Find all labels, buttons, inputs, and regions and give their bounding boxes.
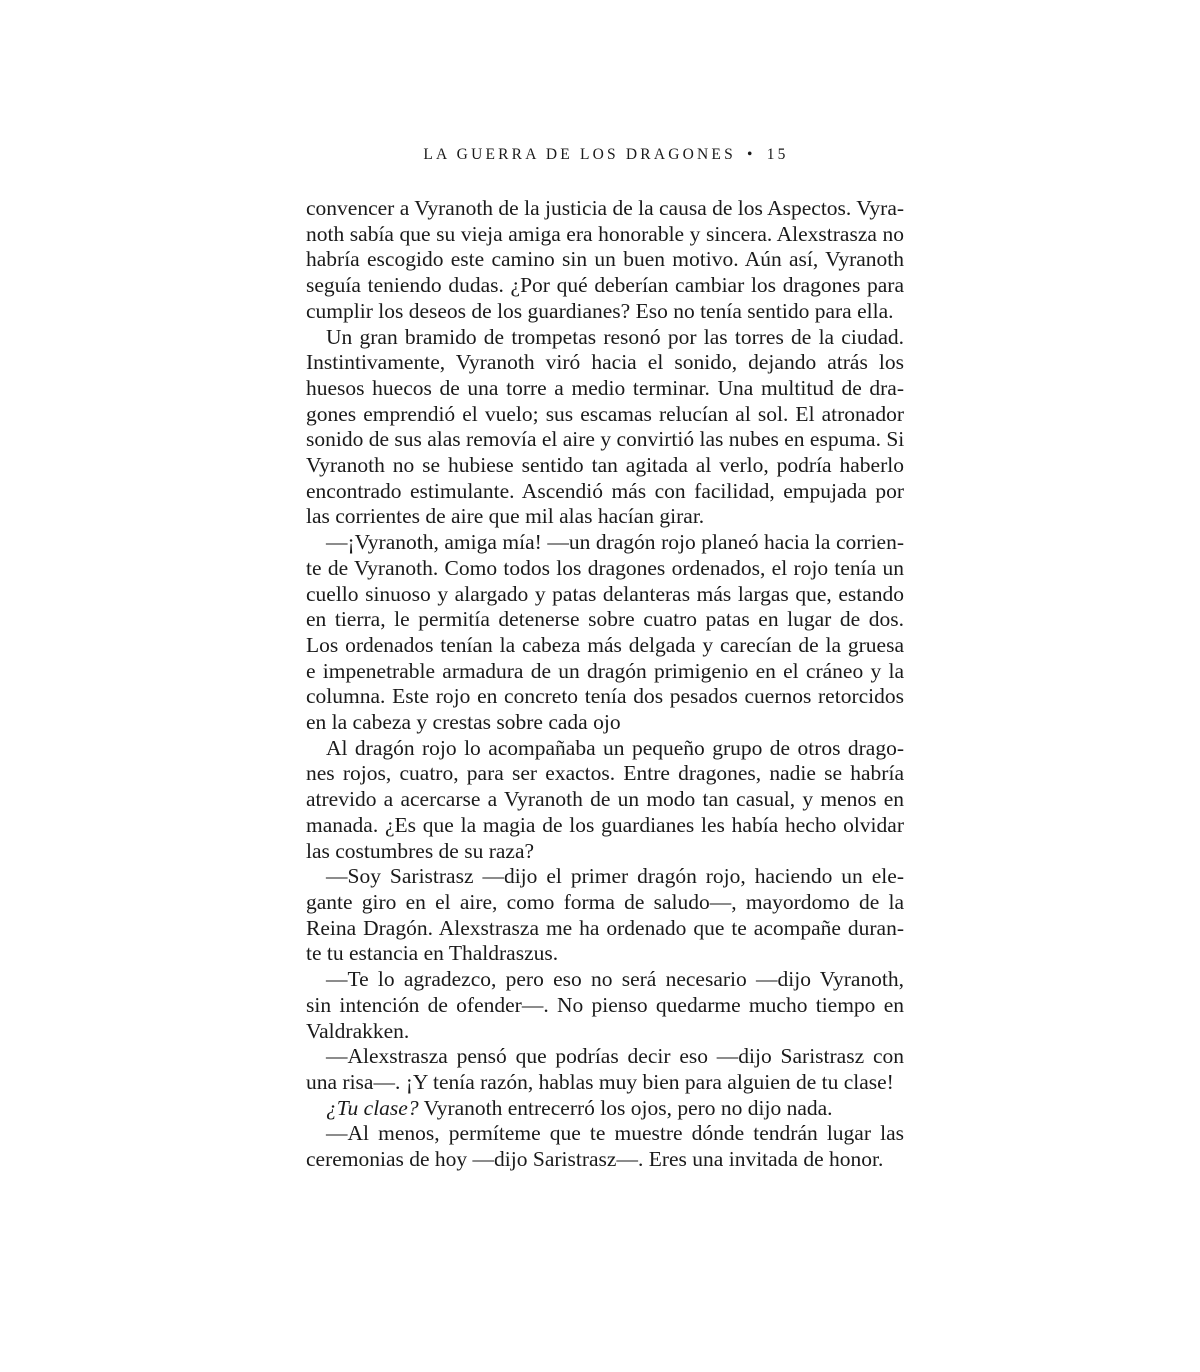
text-line: Reina Dragón. Alexstrasza me ha ordenado que te acompañe duran- [306,915,904,940]
text-line: gones emprendió el vuelo; sus escamas relucían al sol. El atronador [306,401,904,426]
text-line: una risa—. ¡Y tenía razón, hablas muy bien para alguien de tu clase! [306,1069,894,1094]
text-line: —Al menos, permíteme que te muestre dónde tendrán lugar las [326,1121,904,1146]
header-separator: • [746,146,756,163]
text-line: seguía teniendo dudas. ¿Por qué deberían cambiar los dragones para [306,273,904,298]
text-line: atrevido a acercarse a Vyranoth de un modo tan casual, y menos en [306,787,904,812]
text-line: columna. Este rojo en concreto tenía dos pesados cuernos retorcidos [306,684,904,709]
text-line: Un gran bramido de trompetas resonó por las torres de la ciudad. [326,324,904,349]
book-title: LA GUERRA DE LOS DRAGONES [423,146,736,163]
text-line: ceremonias de hoy —dijo Saristrasz—. Eres una invitada de honor. [306,1147,884,1172]
text-line: Instintivamente, Vyranoth viró hacia el sonido, dejando atrás los [306,350,904,375]
text-line: gante giro en el aire, como forma de saludo—, mayordomo de la [306,889,904,914]
text-line: —¡Vyranoth, amiga mía! —un dragón rojo planeó hacia la corrien- [326,530,904,555]
text-line: —Te lo agradezco, pero eso no será necesario —dijo Vyranoth, [326,967,904,992]
text-line: encontrado estimulante. Ascendió más con facilidad, empujada por [306,478,904,503]
text-line: las costumbres de su raza? [306,838,535,863]
text-line: Al dragón rojo lo acompañaba un pequeño grupo de otros drago- [326,735,904,760]
text-line: huesos huecos de una torre a medio terminar. Una multitud de dra- [306,375,904,400]
text-line: nes rojos, cuatro, para ser exactos. Entre dragones, nadie se habría [306,761,904,786]
text-line: Valdrakken. [306,1018,410,1043]
paragraph [306,1121,904,1172]
text-line: en la cabeza y crestas sobre cada ojo [306,710,621,735]
paragraph [306,196,904,325]
text-line: manada. ¿Es que la magia de los guardianes les había hecho olvidar [306,812,904,837]
paragraph [306,1044,904,1095]
text-line: en tierra, le permitía detenerse sobre cuatro patas en lugar de dos. [306,607,904,632]
text-line: Vyranoth no se hubiese sentido tan agitada al verlo, podría haberlo [306,453,904,478]
body-text [306,196,904,1173]
text-line: sonido de sus alas removía el aire y convirtió las nubes en espuma. Si [306,427,905,452]
text-line: Los ordenados tenían la cabeza más delgada y carecían de la gruesa [306,632,904,657]
paragraph [306,530,904,736]
paragraph [306,1096,904,1122]
italic-lead: ¿Tu clase? [326,1095,419,1120]
paragraph [306,864,904,967]
text-line [306,1096,904,1122]
text-line: —Soy Saristrasz —dijo el primer dragón rojo, haciendo un ele- [326,864,904,889]
paragraph [306,325,904,531]
text-line: noth sabía que su vieja amiga era honorable y sincera. Alexstrasza no [306,221,904,246]
running-header [306,146,906,164]
text-line: te tu estancia en Thaldraszus. [306,941,559,966]
text-line: habría escogido este camino sin un buen motivo. Aún así, Vyranoth [306,247,904,272]
paragraph [306,967,904,1044]
line-text: Vyranoth entrecerró los ojos, pero no dijo nada. [418,1095,833,1120]
text-line: sin intención de ofender—. No pienso quedarme mucho tiempo en [306,992,904,1017]
text-line: las corrientes de aire que mil alas hacían girar. [306,504,705,529]
text-line: cuello sinuoso y alargado y patas delanteras más largas que, estando [306,581,904,606]
text-line: e impenetrable armadura de un dragón primigenio en el cráneo y la [306,658,904,683]
paragraph [306,736,904,865]
text-line: cumplir los deseos de los guardianes? Eso no tenía sentido para ella. [306,298,894,323]
text-line: —Alexstrasza pensó que podrías decir eso —dijo Saristrasz con [326,1044,904,1069]
text-line: te de Vyranoth. Como todos los dragones ordenados, el rojo tenía un [306,555,904,580]
page-number: 15 [766,146,789,163]
text-line: convencer a Vyranoth de la justicia de la causa de los Aspectos. Vyra- [306,196,905,220]
